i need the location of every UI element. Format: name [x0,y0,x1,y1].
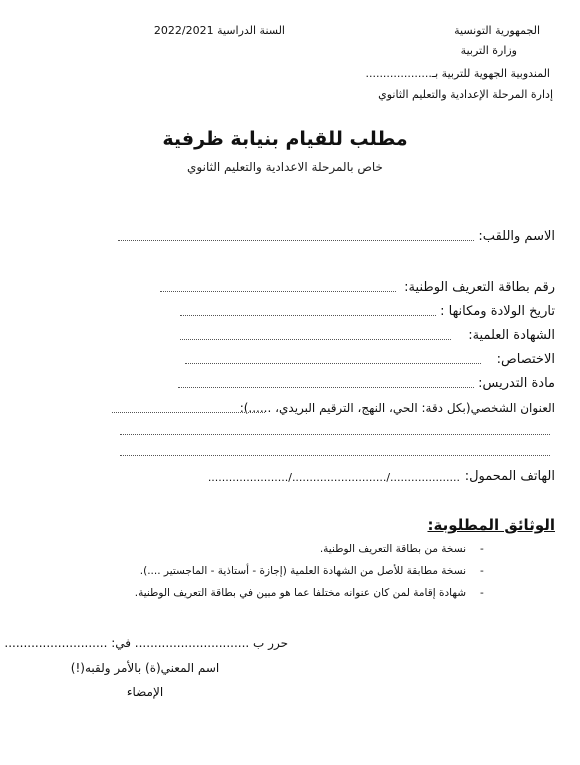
school-year: السنة الدراسية 2022/2021 [153,24,285,37]
written-at-line[interactable]: حرر ب .............................. في: ........................... [4,636,288,650]
document-item: شهادة إقامة لمن كان عنوانه مختلفا عما هو مبين في بطاقة التعريف الوطنية. [134,587,466,599]
document-item: نسخة مطابقة للأصل من الشهادة العلمية (إجازة - أستاذية - الماجستير ....). [139,565,466,577]
republic-label: الجمهورية التونسية [454,24,540,37]
id-card-label: رقم بطاقة التعريف الوطنية: [404,280,555,295]
address-field-line2[interactable] [120,434,550,435]
bullet-dash: - [480,587,484,599]
form-title: مطلب للقيام بنيابة ظرفية [162,128,408,150]
regional-office-label: المندوبية الجهوية للتربية بـ................... [365,67,550,80]
id-card-field[interactable] [160,291,396,292]
name-label: الاسم واللقب: [478,229,555,244]
birth-label: تاريخ الولادة ومكانها : [440,304,555,319]
phone-label: الهاتف المحمول: [464,469,555,484]
specialty-label: الاختصاص: [496,352,555,367]
form-subtitle: خاص بالمرحلة الاعدادية والتعليم الثانوي [187,160,383,174]
subject-label: مادة التدريس: [478,376,555,391]
address-field-line1[interactable] [112,412,265,413]
signature-label: الإمضاء [126,685,164,699]
birth-field[interactable] [180,315,436,316]
bullet-dash: - [480,565,484,577]
documents-title: الوثائق المطلوبة: [427,516,555,534]
address-field-line3[interactable] [120,455,550,456]
address-label: العنوان الشخصي(بكل دقة: الحي، النهج، الترقيم البريدي، ......): [239,401,555,415]
degree-label: الشهادة العلمية: [468,328,555,343]
subject-field[interactable] [178,387,474,388]
phone-field[interactable]: ......................./.........................../.................... [207,471,460,484]
ministry-label: وزارة التربية [460,44,517,57]
applicant-name-line: اسم المعني(ة) بالأمر ولقبه(!) [70,661,220,675]
bullet-dash: - [480,543,484,555]
name-field[interactable] [118,240,474,241]
degree-field[interactable] [180,339,451,340]
directorate-label: إدارة المرحلة الإعدادية والتعليم الثانوي [378,88,553,101]
document-item: نسخة من بطاقة التعريف الوطنية. [319,543,466,555]
specialty-field[interactable] [185,363,481,364]
